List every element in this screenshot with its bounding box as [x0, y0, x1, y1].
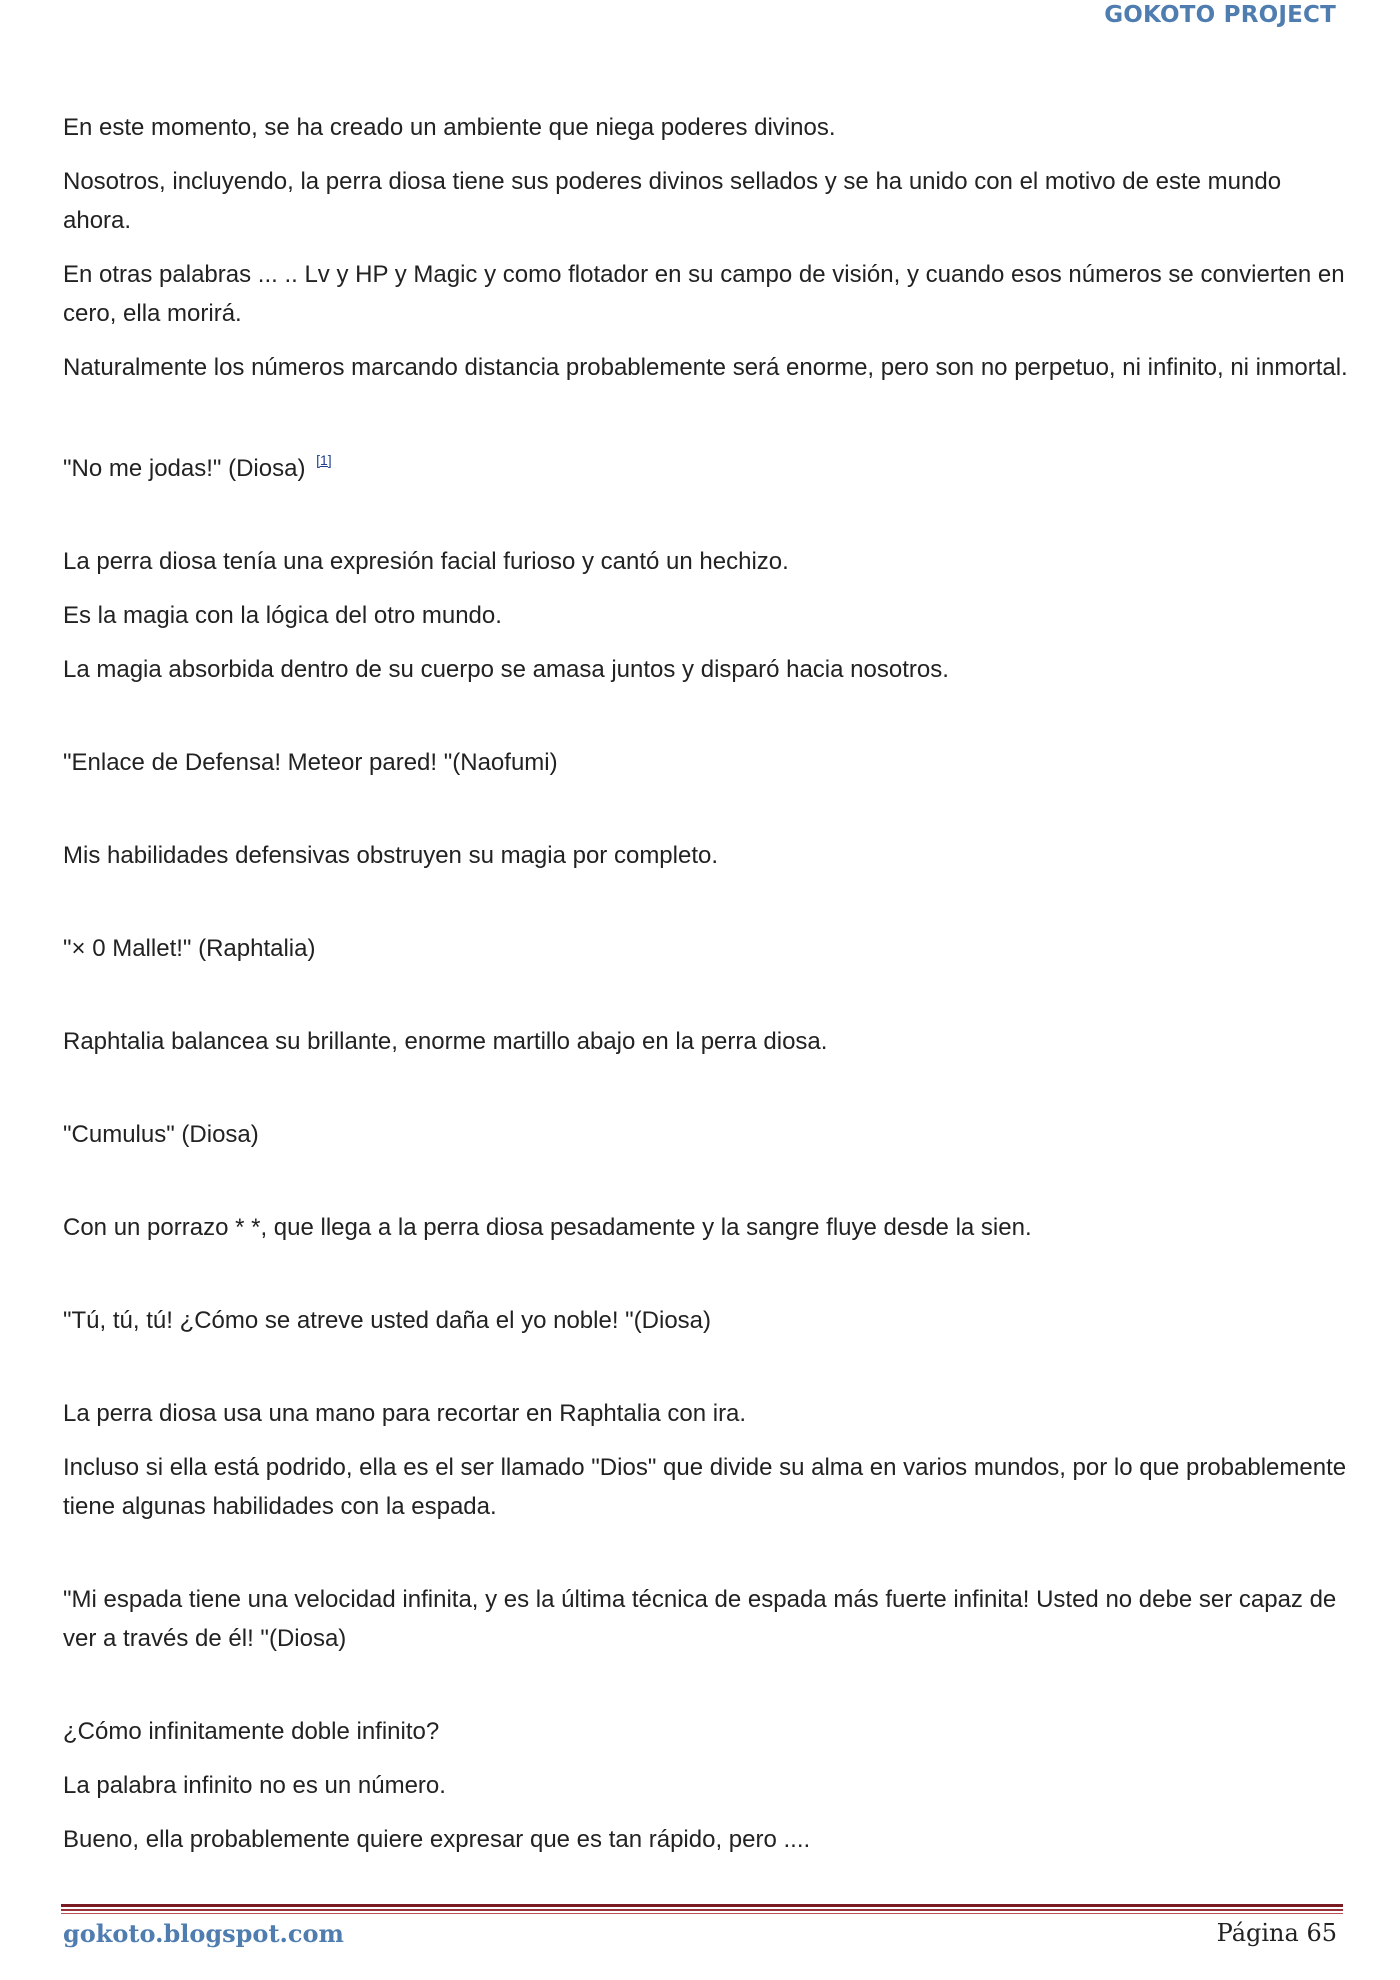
paragraph: Mis habilidades defensivas obstruyen su magia por completo. [63, 842, 719, 869]
paragraph: "× 0 Mallet!" (Raphtalia) [63, 935, 316, 962]
paragraph: ¿Cómo infinitamente doble infinito? [63, 1718, 440, 1745]
paragraph: "Mi espada tiene una velocidad infinita, y es la última técnica de espada más fuerte infinita! Usted no debe ser capaz de ver a través de él! "(Diosa) [63, 1586, 1337, 1652]
paragraph: "Cumulus" (Diosa) [63, 1121, 259, 1148]
paragraph-text: "No me jodas!" (Diosa) [63, 455, 306, 482]
footer-divider [61, 1909, 1343, 1911]
paragraph: Nosotros, incluyendo, la perra diosa tiene sus poderes divinos sellados y se ha unido con el motivo de este mundo ahora. [63, 168, 1282, 234]
paragraph: "Tú, tú, tú! ¿Cómo se atreve usted daña el yo noble! "(Diosa) [63, 1307, 712, 1334]
page-header-title: GOKOTO PROJECT [1104, 2, 1336, 28]
paragraph: Bueno, ella probablemente quiere expresar que es tan rápido, pero .... [63, 1826, 811, 1853]
footer-divider [61, 1913, 1343, 1914]
document-body [63, 108, 1353, 1859]
paragraph: "Enlace de Defensa! Meteor pared! "(Naofumi) [63, 749, 558, 776]
paragraph: Es la magia con la lógica del otro mundo. [63, 602, 502, 629]
paragraph: La perra diosa tenía una expresión facial furioso y cantó un hechizo. [63, 548, 789, 575]
paragraph: Raphtalia balancea su brillante, enorme martillo abajo en la perra diosa. [63, 1028, 828, 1055]
paragraph: Naturalmente los números marcando distancia probablemente será enorme, pero son no perpetuo, ni infinito, ni inmortal. [63, 354, 1348, 381]
paragraph: La perra diosa usa una mano para recortar en Raphtalia con ira. [63, 1400, 747, 1427]
dialogue-paragraph [63, 441, 1353, 488]
paragraph: Con un porrazo * *, que llega a la perra diosa pesadamente y la sangre fluye desde la sien. [63, 1214, 1032, 1241]
footnote-link[interactable]: [1] [316, 452, 332, 468]
paragraph: Incluso si ella está podrido, ella es el ser llamado "Dios" que divide su alma en varios mundos, por lo que probablemente tiene algunas habilidades con la espada. [63, 1454, 1347, 1520]
footer-divider [61, 1904, 1343, 1907]
footer-site-link[interactable]: gokoto.blogspot.com [63, 1919, 344, 1948]
paragraph: En este momento, se ha creado un ambiente que niega poderes divinos. [63, 114, 836, 141]
page-number: Página 65 [1216, 1919, 1337, 1947]
paragraph: La palabra infinito no es un número. [63, 1772, 446, 1799]
paragraph: La magia absorbida dentro de su cuerpo se amasa juntos y disparó hacia nosotros. [63, 656, 949, 683]
paragraph: En otras palabras ... .. Lv y HP y Magic y como flotador en su campo de visión, y cuando esos números se convierten en cero, ella morirá. [63, 261, 1345, 327]
